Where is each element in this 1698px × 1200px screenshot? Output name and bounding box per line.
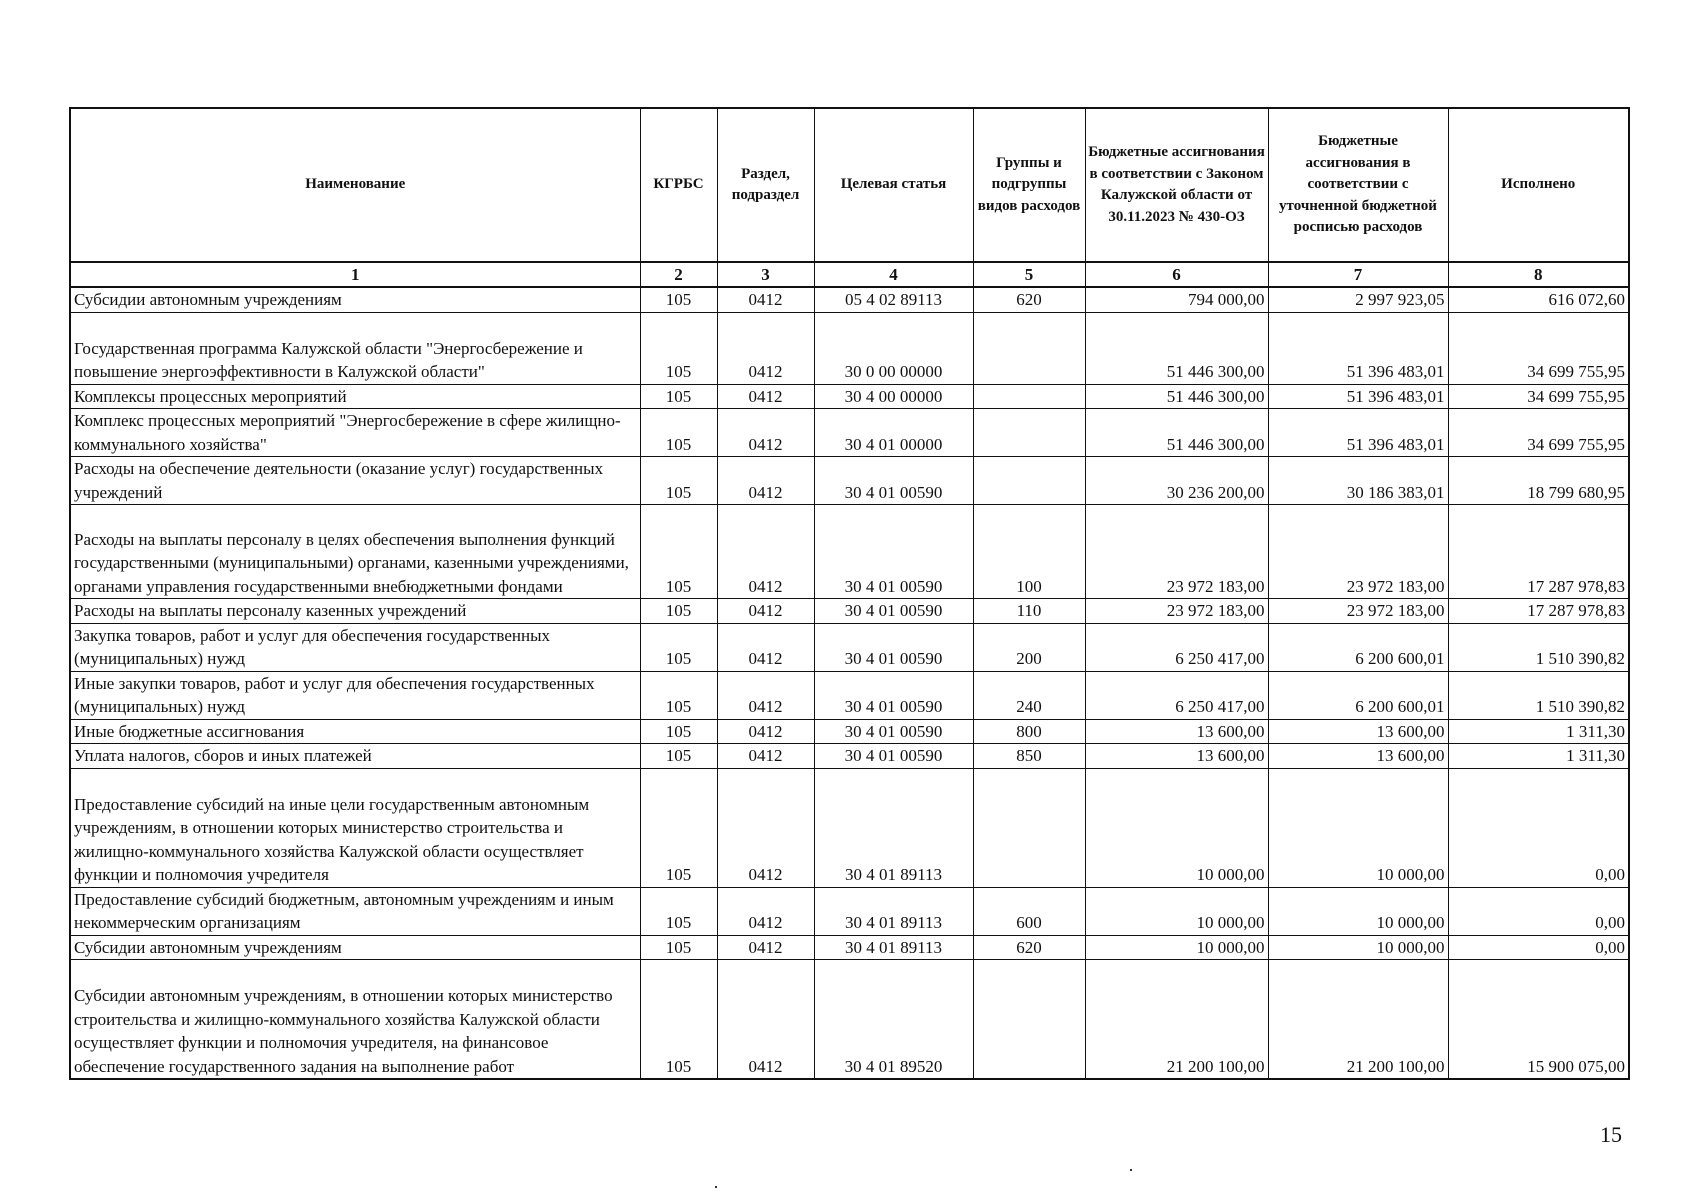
- row-kgrbs: 105: [640, 671, 717, 719]
- row-budget-refined: 30 186 383,01: [1268, 457, 1448, 505]
- row-expense-group: 620: [973, 935, 1085, 960]
- row-expense-group: 620: [973, 287, 1085, 312]
- row-name: Комплексы процессных мероприятий: [70, 384, 640, 409]
- row-name: Предоставление субсидий бюджетным, автономным учреждениям и иным некоммерческим организациям: [70, 887, 640, 935]
- row-expense-group: 850: [973, 744, 1085, 769]
- table-row: [70, 287, 1629, 312]
- header-budget-refined: Бюджетные ассигнования в соответствии с уточненной бюджетной росписью расходов: [1268, 108, 1448, 262]
- column-number: 5: [973, 262, 1085, 287]
- row-executed: 1 311,30: [1448, 719, 1629, 744]
- table-row: [70, 409, 1629, 457]
- row-kgrbs: 105: [640, 960, 717, 1080]
- row-name: Расходы на выплаты персоналу казенных учреждений: [70, 599, 640, 624]
- row-executed: 34 699 755,95: [1448, 312, 1629, 384]
- row-kgrbs: 105: [640, 384, 717, 409]
- header-kgrbs: КГРБС: [640, 108, 717, 262]
- row-section: 0412: [717, 599, 814, 624]
- row-target-article: 30 4 01 00590: [814, 719, 973, 744]
- column-number: 2: [640, 262, 717, 287]
- column-number: 8: [1448, 262, 1629, 287]
- row-target-article: 05 4 02 89113: [814, 287, 973, 312]
- row-budget-refined: 23 972 183,00: [1268, 599, 1448, 624]
- table-row: [70, 457, 1629, 505]
- row-target-article: 30 4 00 00000: [814, 384, 973, 409]
- header-expense-groups: Группы и подгруппы видов расходов: [973, 108, 1085, 262]
- row-budget-refined: 51 396 483,01: [1268, 409, 1448, 457]
- row-kgrbs: 105: [640, 744, 717, 769]
- header-target-article: Целевая статья: [814, 108, 973, 262]
- row-expense-group: 600: [973, 887, 1085, 935]
- row-executed: 0,00: [1448, 935, 1629, 960]
- row-expense-group: 800: [973, 719, 1085, 744]
- row-target-article: 30 4 01 00590: [814, 671, 973, 719]
- row-budget-refined: 6 200 600,01: [1268, 671, 1448, 719]
- row-section: 0412: [717, 457, 814, 505]
- row-budget-law: 51 446 300,00: [1085, 384, 1268, 409]
- row-budget-refined: 23 972 183,00: [1268, 505, 1448, 599]
- row-executed: 1 510 390,82: [1448, 671, 1629, 719]
- column-number: 7: [1268, 262, 1448, 287]
- table-body: [70, 287, 1629, 1079]
- table-row: [70, 312, 1629, 384]
- table-row: [70, 671, 1629, 719]
- row-budget-law: 6 250 417,00: [1085, 671, 1268, 719]
- row-target-article: 30 4 01 00590: [814, 744, 973, 769]
- row-executed: 17 287 978,83: [1448, 505, 1629, 599]
- row-section: 0412: [717, 312, 814, 384]
- column-number: 3: [717, 262, 814, 287]
- row-executed: 0,00: [1448, 887, 1629, 935]
- row-budget-law: 13 600,00: [1085, 719, 1268, 744]
- row-budget-refined: 13 600,00: [1268, 744, 1448, 769]
- row-section: 0412: [717, 719, 814, 744]
- row-section: 0412: [717, 623, 814, 671]
- row-kgrbs: 105: [640, 719, 717, 744]
- row-executed: 1 510 390,82: [1448, 623, 1629, 671]
- row-executed: 616 072,60: [1448, 287, 1629, 312]
- row-kgrbs: 105: [640, 505, 717, 599]
- row-expense-group: [973, 457, 1085, 505]
- table-row: [70, 623, 1629, 671]
- row-target-article: 30 4 01 00590: [814, 623, 973, 671]
- table-row: [70, 505, 1629, 599]
- row-name: Иные закупки товаров, работ и услуг для обеспечения государственных (муниципальных) нужд: [70, 671, 640, 719]
- row-section: 0412: [717, 505, 814, 599]
- row-budget-law: 13 600,00: [1085, 744, 1268, 769]
- row-target-article: 30 4 01 00590: [814, 457, 973, 505]
- row-target-article: 30 0 00 00000: [814, 312, 973, 384]
- scan-speck: [715, 1186, 717, 1188]
- row-budget-law: 794 000,00: [1085, 287, 1268, 312]
- row-name: Комплекс процессных мероприятий "Энергосбережение в сфере жилищно-коммунального хозяйства": [70, 409, 640, 457]
- row-expense-group: [973, 409, 1085, 457]
- row-section: 0412: [717, 384, 814, 409]
- row-kgrbs: 105: [640, 768, 717, 887]
- row-name: Иные бюджетные ассигнования: [70, 719, 640, 744]
- row-name: Субсидии автономным учреждениям: [70, 935, 640, 960]
- row-executed: 17 287 978,83: [1448, 599, 1629, 624]
- table-row: [70, 768, 1629, 887]
- table-row: [70, 744, 1629, 769]
- row-name: Уплата налогов, сборов и иных платежей: [70, 744, 640, 769]
- header-name: Наименование: [70, 108, 640, 262]
- row-target-article: 30 4 01 89113: [814, 768, 973, 887]
- row-expense-group: 100: [973, 505, 1085, 599]
- budget-table: [69, 107, 1630, 1080]
- row-budget-law: 10 000,00: [1085, 768, 1268, 887]
- row-section: 0412: [717, 768, 814, 887]
- row-budget-law: 51 446 300,00: [1085, 409, 1268, 457]
- row-kgrbs: 105: [640, 599, 717, 624]
- row-budget-law: 10 000,00: [1085, 935, 1268, 960]
- row-executed: 15 900 075,00: [1448, 960, 1629, 1080]
- header-section: Раздел, подраздел: [717, 108, 814, 262]
- row-expense-group: 110: [973, 599, 1085, 624]
- row-section: 0412: [717, 744, 814, 769]
- row-budget-law: 10 000,00: [1085, 887, 1268, 935]
- scan-speck: [1130, 1169, 1132, 1171]
- row-executed: 1 311,30: [1448, 744, 1629, 769]
- row-budget-refined: 10 000,00: [1268, 935, 1448, 960]
- row-budget-law: 6 250 417,00: [1085, 623, 1268, 671]
- column-number: 1: [70, 262, 640, 287]
- row-kgrbs: 105: [640, 457, 717, 505]
- row-expense-group: [973, 384, 1085, 409]
- page-number: 15: [1600, 1122, 1622, 1147]
- row-name: Расходы на выплаты персоналу в целях обеспечения выполнения функций государственными (муниципальными) органами, казенными учреждениями, органами управления государственными внебюджетными фондами: [70, 505, 640, 599]
- row-target-article: 30 4 01 00590: [814, 599, 973, 624]
- row-budget-refined: 51 396 483,01: [1268, 312, 1448, 384]
- row-executed: 18 799 680,95: [1448, 457, 1629, 505]
- row-budget-refined: 10 000,00: [1268, 768, 1448, 887]
- row-budget-law: 23 972 183,00: [1085, 505, 1268, 599]
- row-expense-group: 240: [973, 671, 1085, 719]
- row-name: Субсидии автономным учреждениям, в отношении которых министерство строительства и жилищно-коммунального хозяйства Калужской области осуществляет функции и полномочия учредителя, на финансовое обеспечение государственного задания на выполнение работ: [70, 960, 640, 1080]
- row-name: Расходы на обеспечение деятельности (оказание услуг) государственных учреждений: [70, 457, 640, 505]
- row-budget-law: 23 972 183,00: [1085, 599, 1268, 624]
- table-row: [70, 887, 1629, 935]
- row-expense-group: [973, 312, 1085, 384]
- row-section: 0412: [717, 935, 814, 960]
- header-budget-law: Бюджетные ассигнования в соответствии с Законом Калужской области от 30.11.2023 № 430-ОЗ: [1085, 108, 1268, 262]
- row-kgrbs: 105: [640, 887, 717, 935]
- column-number: 6: [1085, 262, 1268, 287]
- table-row: [70, 960, 1629, 1080]
- row-budget-refined: 6 200 600,01: [1268, 623, 1448, 671]
- table-row: [70, 935, 1629, 960]
- row-expense-group: [973, 960, 1085, 1080]
- row-budget-law: 51 446 300,00: [1085, 312, 1268, 384]
- row-name: Предоставление субсидий на иные цели государственным автономным учреждениям, в отношении которых министерство строительства и жилищно-коммунального хозяйства Калужской области осуществляет функции и полномочия учредителя: [70, 768, 640, 887]
- column-number-row: [70, 262, 1629, 287]
- table-row: [70, 599, 1629, 624]
- row-budget-refined: 13 600,00: [1268, 719, 1448, 744]
- row-target-article: 30 4 01 89113: [814, 935, 973, 960]
- row-target-article: 30 4 01 00590: [814, 505, 973, 599]
- row-budget-law: 30 236 200,00: [1085, 457, 1268, 505]
- header-row: [70, 108, 1629, 262]
- row-kgrbs: 105: [640, 287, 717, 312]
- table-row: [70, 719, 1629, 744]
- row-executed: 0,00: [1448, 768, 1629, 887]
- row-budget-refined: 2 997 923,05: [1268, 287, 1448, 312]
- row-name: Субсидии автономным учреждениям: [70, 287, 640, 312]
- row-section: 0412: [717, 287, 814, 312]
- row-kgrbs: 105: [640, 312, 717, 384]
- row-section: 0412: [717, 887, 814, 935]
- row-target-article: 30 4 01 89520: [814, 960, 973, 1080]
- row-section: 0412: [717, 409, 814, 457]
- row-expense-group: [973, 768, 1085, 887]
- row-target-article: 30 4 01 00000: [814, 409, 973, 457]
- row-budget-refined: 21 200 100,00: [1268, 960, 1448, 1080]
- column-number: 4: [814, 262, 973, 287]
- row-section: 0412: [717, 671, 814, 719]
- row-executed: 34 699 755,95: [1448, 384, 1629, 409]
- row-executed: 34 699 755,95: [1448, 409, 1629, 457]
- header-executed: Исполнено: [1448, 108, 1629, 262]
- table-row: [70, 384, 1629, 409]
- row-kgrbs: 105: [640, 623, 717, 671]
- row-budget-refined: 51 396 483,01: [1268, 384, 1448, 409]
- row-name: Государственная программа Калужской области "Энергосбережение и повышение энергоэффективности в Калужской области": [70, 312, 640, 384]
- row-name: Закупка товаров, работ и услуг для обеспечения государственных (муниципальных) нужд: [70, 623, 640, 671]
- row-section: 0412: [717, 960, 814, 1080]
- row-budget-law: 21 200 100,00: [1085, 960, 1268, 1080]
- row-kgrbs: 105: [640, 409, 717, 457]
- row-kgrbs: 105: [640, 935, 717, 960]
- row-expense-group: 200: [973, 623, 1085, 671]
- row-budget-refined: 10 000,00: [1268, 887, 1448, 935]
- row-target-article: 30 4 01 89113: [814, 887, 973, 935]
